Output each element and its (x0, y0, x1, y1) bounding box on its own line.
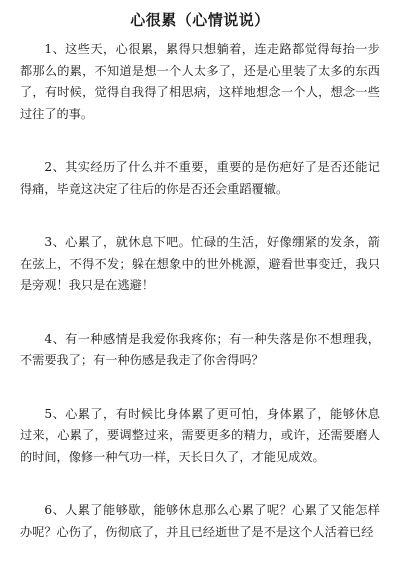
paragraph-3: 3、心累了，就休息下吧。忙碌的生活，好像绷紧的发条，箭在弦上，不得不发；躲在想象中的世外桃源，避看世事变迁，我只是旁观！我只是在逃避！ (20, 235, 380, 292)
paragraph-1: 1、这些天，心很累，累得只想躺着，连走路都觉得每抬一步都那么的累，不知道是想一个人太多了，还是心里装了太多的东西了，有时候，觉得自我得了相思病，这样地想念一个人，想念一些过往了的事。 (20, 42, 380, 121)
document-title: 心很累（心情说说） (130, 11, 270, 29)
paragraph-6: 6、人累了能够歇，能够休息那么心累了呢？心累了又能怎样办呢？心伤了，伤彻底了，并且已经逝世了是不是这个人活着已经 (20, 503, 380, 539)
paragraph-gap (20, 468, 380, 500)
paragraph-2: 2、其实经历了什么并不重要，重要的是伤疤好了是否还能记得痛，毕竟这决定了往后的你是否还会重蹈覆辙。 (20, 160, 380, 196)
paragraph-4: 4、有一种感情是我爱你我疼你；有一种失落是你不想理我，不需要我了；有一种伤感是我走了你舍得吗？ (20, 331, 380, 367)
paragraph-gap (20, 372, 380, 404)
paragraph-5: 5、心累了，有时候比身体累了更可怕，身体累了，能够休息过来，心累了，要调整过来，需要更多的精力，或许，还需要磨人的时间，像修一种气功一样，天长日久了，才能见成效。 (20, 406, 380, 464)
paragraph-gap (20, 200, 380, 232)
paragraph-gap (20, 125, 380, 157)
paragraph-gap (20, 297, 380, 329)
